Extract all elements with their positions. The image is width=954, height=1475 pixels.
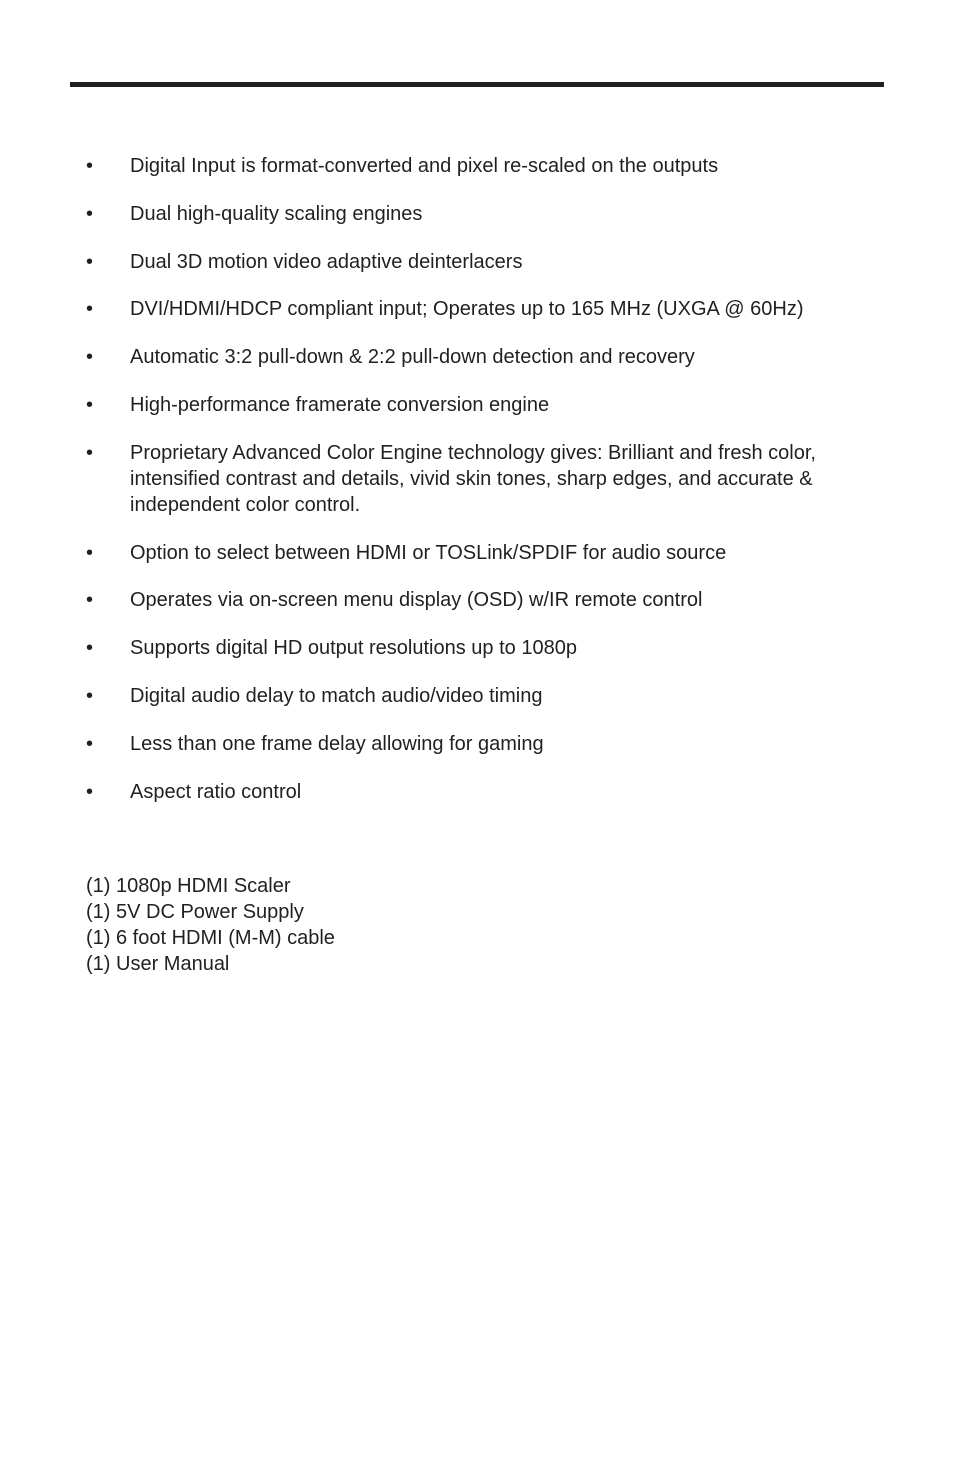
feature-item <box>86 635 876 661</box>
feature-item <box>86 683 876 709</box>
package-item: (1) 5V DC Power Supply <box>86 901 304 923</box>
bullet: • <box>86 202 94 225</box>
feature-item <box>86 201 876 227</box>
bullet: • <box>86 393 94 416</box>
feature-text: Dual high-quality scaling engines <box>130 202 423 225</box>
feature-text: Operates via on-screen menu display (OSD) w/IR remote control <box>130 589 703 612</box>
feature-item <box>86 540 876 566</box>
feature-item <box>86 296 876 322</box>
bullet: • <box>86 541 94 564</box>
feature-text: Digital audio delay to match audio/video timing <box>130 684 543 707</box>
header-rule <box>70 82 884 87</box>
feature-text: Dual 3D motion video adaptive deinterlacers <box>130 250 523 273</box>
feature-text: Digital Input is format-converted and pixel re-scaled on the outputs <box>130 155 719 177</box>
feature-text: Proprietary Advanced Color Engine technology gives: Brilliant and fresh color, intensified contrast and details, vivid skin tones, sharp edges, and accurate & independent color control. <box>130 441 816 516</box>
package-item: (1) User Manual <box>86 953 230 975</box>
feature-text: Less than one frame delay allowing for gaming <box>130 732 544 755</box>
feature-item <box>86 440 876 518</box>
bullet: • <box>86 589 94 612</box>
feature-item <box>86 249 876 275</box>
feature-item <box>86 153 876 179</box>
bullet: • <box>86 346 94 369</box>
package-item: (1) 1080p HDMI Scaler <box>86 875 291 897</box>
bullet: • <box>86 298 94 321</box>
feature-text: Automatic 3:2 pull-down & 2:2 pull-down detection and recovery <box>130 346 695 369</box>
feature-text: DVI/HDMI/HDCP compliant input; Operates up to 165 MHz (UXGA @ 60Hz) <box>130 298 804 321</box>
feature-item <box>86 587 876 613</box>
feature-text: High-performance framerate conversion engine <box>130 393 550 416</box>
bullet: • <box>86 250 94 273</box>
feature-item <box>86 392 876 418</box>
bullet: • <box>86 684 94 707</box>
bullet: • <box>86 732 94 755</box>
bullet: • <box>86 780 94 803</box>
bullet: • <box>86 637 94 660</box>
package-contents-list <box>86 873 335 977</box>
feature-text: Aspect ratio control <box>130 780 302 803</box>
bullet: • <box>86 441 94 464</box>
feature-text: Option to select between HDMI or TOSLink/SPDIF for audio source <box>130 541 727 564</box>
package-item: (1) 6 foot HDMI (M-M) cable <box>86 927 335 949</box>
feature-item <box>86 731 876 757</box>
feature-item <box>86 344 876 370</box>
bullet: • <box>86 155 94 177</box>
feature-text: Supports digital HD output resolutions up to 1080p <box>130 637 577 660</box>
features-list <box>86 153 876 826</box>
feature-item <box>86 779 876 805</box>
